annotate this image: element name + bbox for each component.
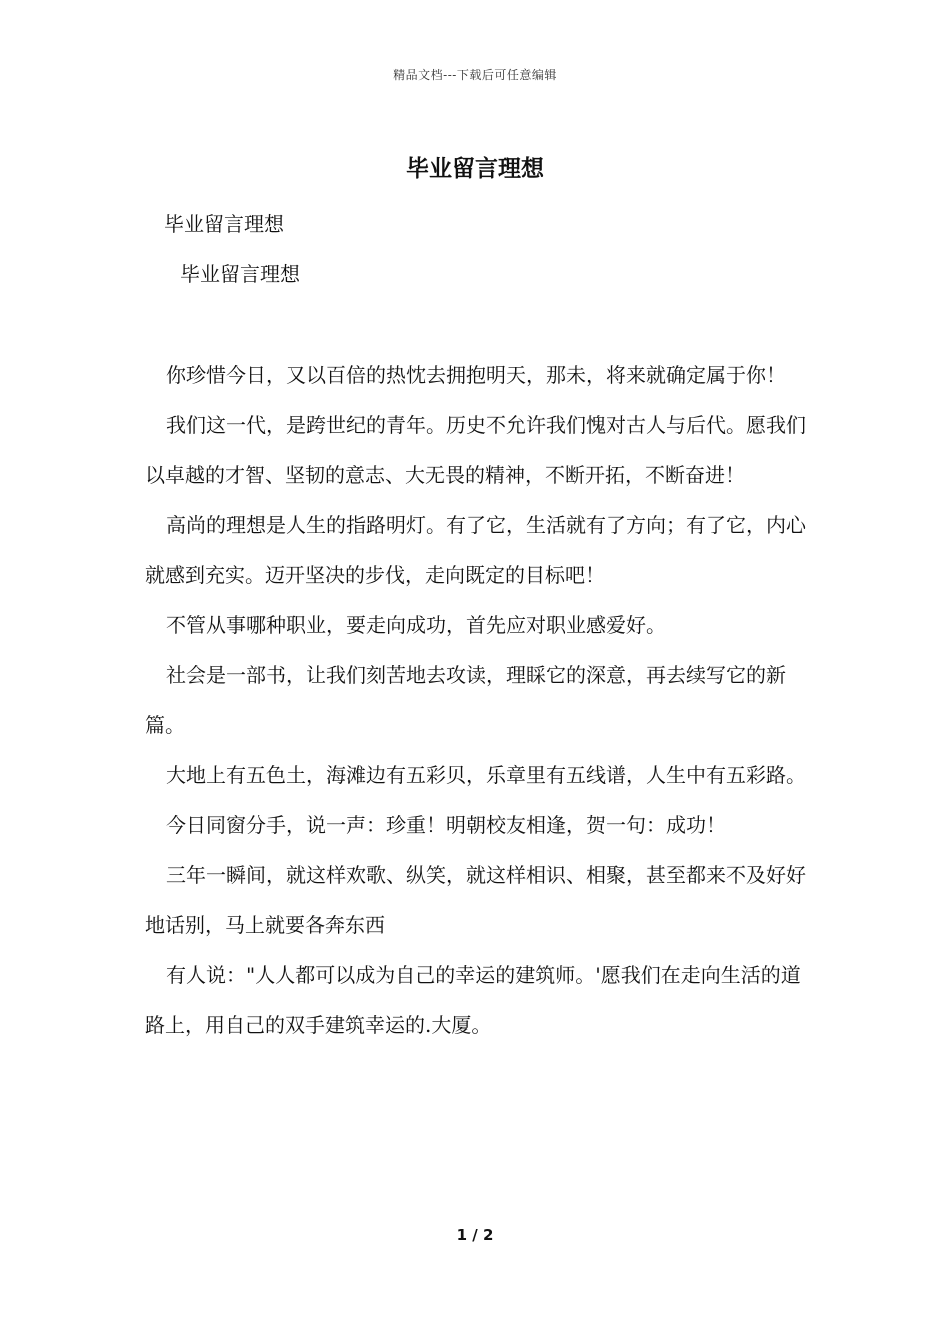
subtitle-line-1: 毕业留言理想 [164, 212, 284, 236]
header-note: 精品文档---下载后可任意编辑 [393, 68, 557, 82]
subtitle-line-2: 毕业留言理想 [180, 262, 300, 286]
page-number: 1 / 2 [456, 1226, 494, 1244]
paragraph: 有人说："人人都可以成为自己的幸运的建筑师。'愿我们在走向生活的道路上，用自己的双手建筑幸运的.大厦。 [145, 963, 801, 1037]
document-title: 毕业留言理想 [406, 155, 544, 182]
paragraph: 我们这一代，是跨世纪的青年。历史不允许我们愧对古人与后代。愿我们以卓越的才智、坚韧的意志、大无畏的精神，不断开拓，不断奋进！ [145, 413, 806, 487]
paragraph: 不管从事哪种职业，要走向成功，首先应对职业感爱好。 [166, 613, 666, 637]
paragraph: 大地上有五色土，海滩边有五彩贝，乐章里有五线谱，人生中有五彩路。 [166, 763, 806, 787]
document-body [145, 350, 815, 1050]
paragraph: 三年一瞬间，就这样欢歌、纵笑，就这样相识、相聚，甚至都来不及好好地话别，马上就要各奔东西 [145, 863, 806, 937]
paragraph: 你珍惜今日，又以百倍的热忱去拥抱明天，那未，将来就确定属于你！ [166, 363, 786, 387]
paragraph: 高尚的理想是人生的指路明灯。有了它，生活就有了方向；有了它，内心就感到充实。迈开坚决的步伐，走向既定的目标吧！ [145, 513, 806, 587]
paragraph: 今日同窗分手，说一声：珍重！明朝校友相逢，贺一句：成功！ [166, 813, 726, 837]
paragraph: 社会是一部书，让我们刻苦地去攻读，理睬它的深意，再去续写它的新篇。 [145, 663, 786, 737]
